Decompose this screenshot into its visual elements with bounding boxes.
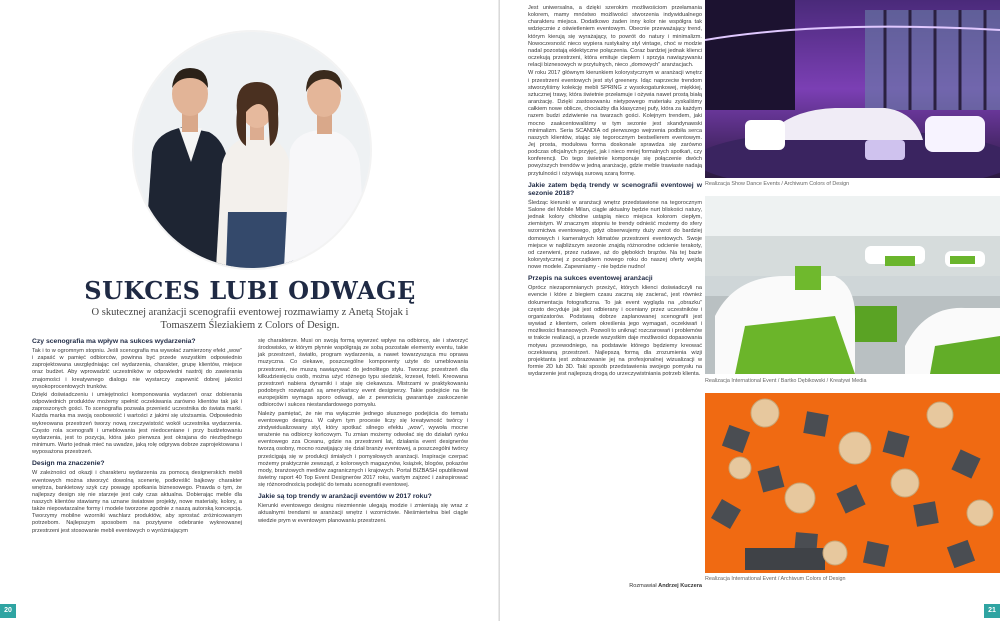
caption-photo-1: Realizacja Show Dance Events / Archiwum Colors of Design: [705, 181, 850, 187]
page-number-left: 20: [0, 604, 16, 618]
interviewer-name: Andrzej Kuczera: [658, 583, 702, 589]
interviewer-label: Rozmawiał: [629, 583, 657, 589]
photo-orange-floor: [705, 393, 1000, 573]
paragraph: Dzięki doświadczeniu i umiejętności komponowania wydarzeń oraz dobierania odpowiednich produktów możemy spełnić oczekiwania zarówno klientów tak jak i zaproszonych gości. To scenografia pozwala przenieść uczestnika do świata marki. Każda marka ma swoją osobowość i wartości z jakimi się utożsamia. Odpowiednio wykreowana przestrzeń tworzy nową rzeczywistość wokół uczestnika wydarzenia. Często rola scenografii i umeblowania jest niedoceniane i przy budżetowaniu wydarzenia, jest to pozycja, która jako pierwsza jest okrajana do niezbędnego minimum. Warto jednak mieć na uwadze, jaką rolę odgrywa dobrze zaprojektowana i wyposażona przestrzeń.: [32, 391, 242, 456]
paragraph: W roku 2017 głównym kierunkiem kolorystycznym w aranżacji wnętrz i przestrzeni eventowych jest styl greenery. Idąc naprzeciw trendom stworzyliśmy kolekcję mebli SPRING z wysokogatunkowej, miękkiej, sztucznej trawy, która świetnie przełamuje i ożywia nawet prostą białą aranżację. Dzięki zastosowaniu nietypowego materiału zyskaliśmy całkiem nowe oblicze, chociażby dla klasycznej pufy, która za każdym razem budzi zdziwienie na twarzach gości. Kolejnym trendem, jaki mocno zaakcentowaliśmy w tym sezonie jest skandynawski minimalizm. Seria SCANDIA od pierwszego wejrzenia podbiła serca naszych klientów, stając się tegorocznym bestsellerem eventowym. Jej prosta, modułowa forma doskonale sprawdza się zarówno podczas oficjalnych przyjęć, jak i nieco mniej formalnych spotkań, czy konferencji. Do tego świetnie komponuje się połączenie dwóch powyższych trendów w jedną aranżację, gdzie meble trawiaste nadają przytulności i ożywiają surową szarą formę.: [528, 70, 702, 177]
portrait-photo: [134, 32, 370, 268]
headline: SUKCES LUBI ODWAGĘ: [84, 276, 416, 305]
page-number-right: 21: [984, 604, 1000, 618]
photo-lounge-purple: [705, 0, 1000, 178]
people-illustration: [134, 32, 370, 268]
subheadline: O skutecznej aranżacji scenografii eventowej rozmawiamy z Anetą Stojak i Tomaszem Śleziakiem z Colors of Design.: [91, 307, 409, 331]
section-heading: Jakie zatem będą trendy w scenografii eventowej w sezonie 2018?: [528, 181, 702, 197]
caption-photo-2: Realizacja International Event / Bartko Dębikowski / Kreatywi Media: [705, 378, 867, 384]
caption-photo-3: Realizacja International Event / Archiwum Colors of Design: [705, 576, 846, 582]
paragraph: się charakterze. Musi on swoją formą wywrzeć wpływ na odbiorcę, ale i stworzyć środowisko, w którym płynnie współgrają ze sobą pozostałe elementy eventu, takie jak przestrzeń, światło, program wydarzenia, a nawet towarzysząca mu oprawa muzyczna. Co ciekawe, poszczególne komponenty użyte do umeblowania przestrzeni, nie muszą nawiązywać do jednolitego stylu. Tworząc przestrzeń dla kilkudziesięciu osób, można użyć różnego typu siedzisk, krzeseł, foteli. Kreowana przestrzeń nabiera dynamiki i staje się ciekawsza. Mistrzami w praktykowaniu podobnych rozwiązań są amerykańscy event designerzy. Takie podejście na tle europejskim wymaga sporo odwagi, ale z pewnością gwarantuje zaskoczenie odbiorców i sukces niestandardowego pomysłu.: [258, 338, 468, 409]
column-left-2: [258, 338, 468, 526]
paragraph: Śledząc kierunki w aranżacji wnętrz przedstawione na tegorocznym Salone del Mobile Milan, ciągle aktualny będzie nurt bliskości natury, jednak kolory chłodne ustąpią nieco miejsca kolorom ciepłym, ziemistym. W znacznym stopniu te trendy odnieść możemy do sfery wzornictwa eventowego, gdyż obserwujemy duży zwrot do bardziej domowych i kameralnych klimatów przestrzeni eventowych. Swoje miejsce w najbliższym sezonie znajdą różnorodne odcienie terakoty, od czerwieni, przez rudawe, aż do głębokich brązów. Na tej bazie kolorystycznej z początkiem nowego roku do naszej oferty wejdą nowe modele. Zapewniamy - nie będzie nudno!: [528, 199, 702, 271]
section-heading: Czy scenografia ma wpływ na sukces wydarzenia?: [32, 338, 196, 345]
paragraph: Tak i to w ogromnym stopniu. Jeśli scenografia ma wywołać zamierzony efekt „wow” i zapaść w pamięć odbiorców, powinna być przede wszystkim odpowiednio zaprojektowana uwzględniając cel wydarzenia, charakter, grupę klientów, miejsce oraz budżet. Aby wprowadzić uczestników w odpowiedni nastrój do zawierania znajomości i kreatywnego dialogu nie wystarczy zapewnić dobrej jakości wysokoprocentowych trunków.: [32, 348, 242, 390]
paragraph: Oprócz niezapomnianych przeżyć, których klienci doświadczyli na evencie i które z biegiem czasu zaczną się zacierać, jest również dokumentacja fotograficzna. To jak event wygląda na „obrazku” często decyduje jak jest odbierany i oceniany przez uczestników i organizatorów. Podstawą dobrze zaplanowanej scenografii jest wywiad z klientem, celem określenia jego wymagań, oczekiwań i możliwości finansowych. Pozwoli to uniknąć rozczarowań i problemów w trakcie realizacji, a przede wszystkim daje możliwości dopasowania motywu przewodniego, na podstawie którego będziemy kreować oczekiwaną przestrzeń. Najlepszą formą dla zrozumienia wizji projektanta jest zobrazowanie jej na profesjonalnej wizualizacji w formie 2D lub 3D. Taki sposób przedstawienia swojego pomysłu na wydarzenie jest najlepszą drogą do urzeczywistniania potrzeb klienta.: [528, 285, 702, 378]
section-heading: Design ma znaczenie?: [32, 460, 105, 468]
section-heading: Jakie są top trendy w aranżacji eventów w 2017 roku?: [258, 493, 432, 501]
column-right-1: [528, 5, 702, 379]
paragraph: Kierunki eventowego designu niezmiennie ulegają modzie i zmieniają się wraz z aktualnymi trendami w aranżacji wnętrz i wzornictwie. Nieśmiertelna biel ciągle wiedzie prym w eventowym planowaniu przestrzeni.: [258, 503, 468, 524]
page-right: [500, 0, 1000, 621]
column-left-1: [32, 338, 242, 536]
interviewer-credit: [528, 583, 702, 589]
paragraph: W zależności od okazji i charakteru wydarzenia za pomocą designerskich mebli eventowych można stworzyć dowolną scenerię, podkreślić bajkowy charakter wnętrza, bankietowy szyk czy powagę spotkania biznesowego. Prawda o tym, że najlepszy design się nie starzeje jest cały czas aktualna. Dobierając meble dla naszych klientów stawiamy na uznane światowe projekty, nowe materiały, kolory, a także niepowtarzalne formy i modele tworzone zgodnie z naszą autorską koncepcją. Tworzymy mobilne wzorniki wachlarz produktów, aby sprostać zróżnicowanym potrzebom. Najlepszym sposobem na pozytywne odebranie wykreowanej przestrzeni jest stosowanie mebli eventowych o wyróżniającym: [32, 470, 242, 534]
paragraph: Jest uniwersalna, a dzięki szerokim możliwościom przełamania kolorem, mamy mnóstwo możliwości stworzenia indywidualnego charakteru miejsca. Dodatkowo żaden inny kolor nie współgra tak wdzięcznie z oświetleniem eventowym. Obecnie przeważający trend, którym kierują się wyrażający, to powrót do natury i minimalizm. Nowoczesność nieco wypiera rustykalny styl vintage, choć w modzie nadal pozostają eklektyczne połączenia. Coraz bardziej jednak klienci oczekują przestrzeni, która emituje ciepłem i sprzyja nawiązywaniu relacji biznesowych w przytulnych, nieco „domowych” aranżacjach.: [528, 5, 702, 69]
photo-grass-furniture: [705, 196, 1000, 374]
section-heading: Przepis na sukces eventowej aranżacji: [528, 275, 653, 283]
paragraph: Należy pamiętać, że nie ma wyłącznie jednego słusznego podejścia do tematu eventowego designu. W całym tym procesie liczy się kreatywność twórcy i zindywidualizowany styl, który spotkać silnego efektu „wow”, wywoła mocne wrażenie na odbiorcy końcowym. Tu zmian możemy odwołać się do działań rynku eventowego zza Oceanu, gdzie na przestrzeni lat, działania event designerów tworzą osobny, mocno rozwijający się dział branży eventowej, a poszczególni twórcy prześcigają się w produkcji śmiałych i pomysłowych aranżacji. Inspiracje czerpać możemy praktycznie zewsząd, z kolorowych magazynów, książek, blogów, pokazów mody, branżowych mediów zagranicznych i krajowych. Portal BIZBASH opublikował świetny raport 40 Top Event Designerów 2017 roku, wartym zajrzeć i zainspirować się różnorodnością podejść do tematu scenografii eventowej.: [258, 410, 468, 489]
